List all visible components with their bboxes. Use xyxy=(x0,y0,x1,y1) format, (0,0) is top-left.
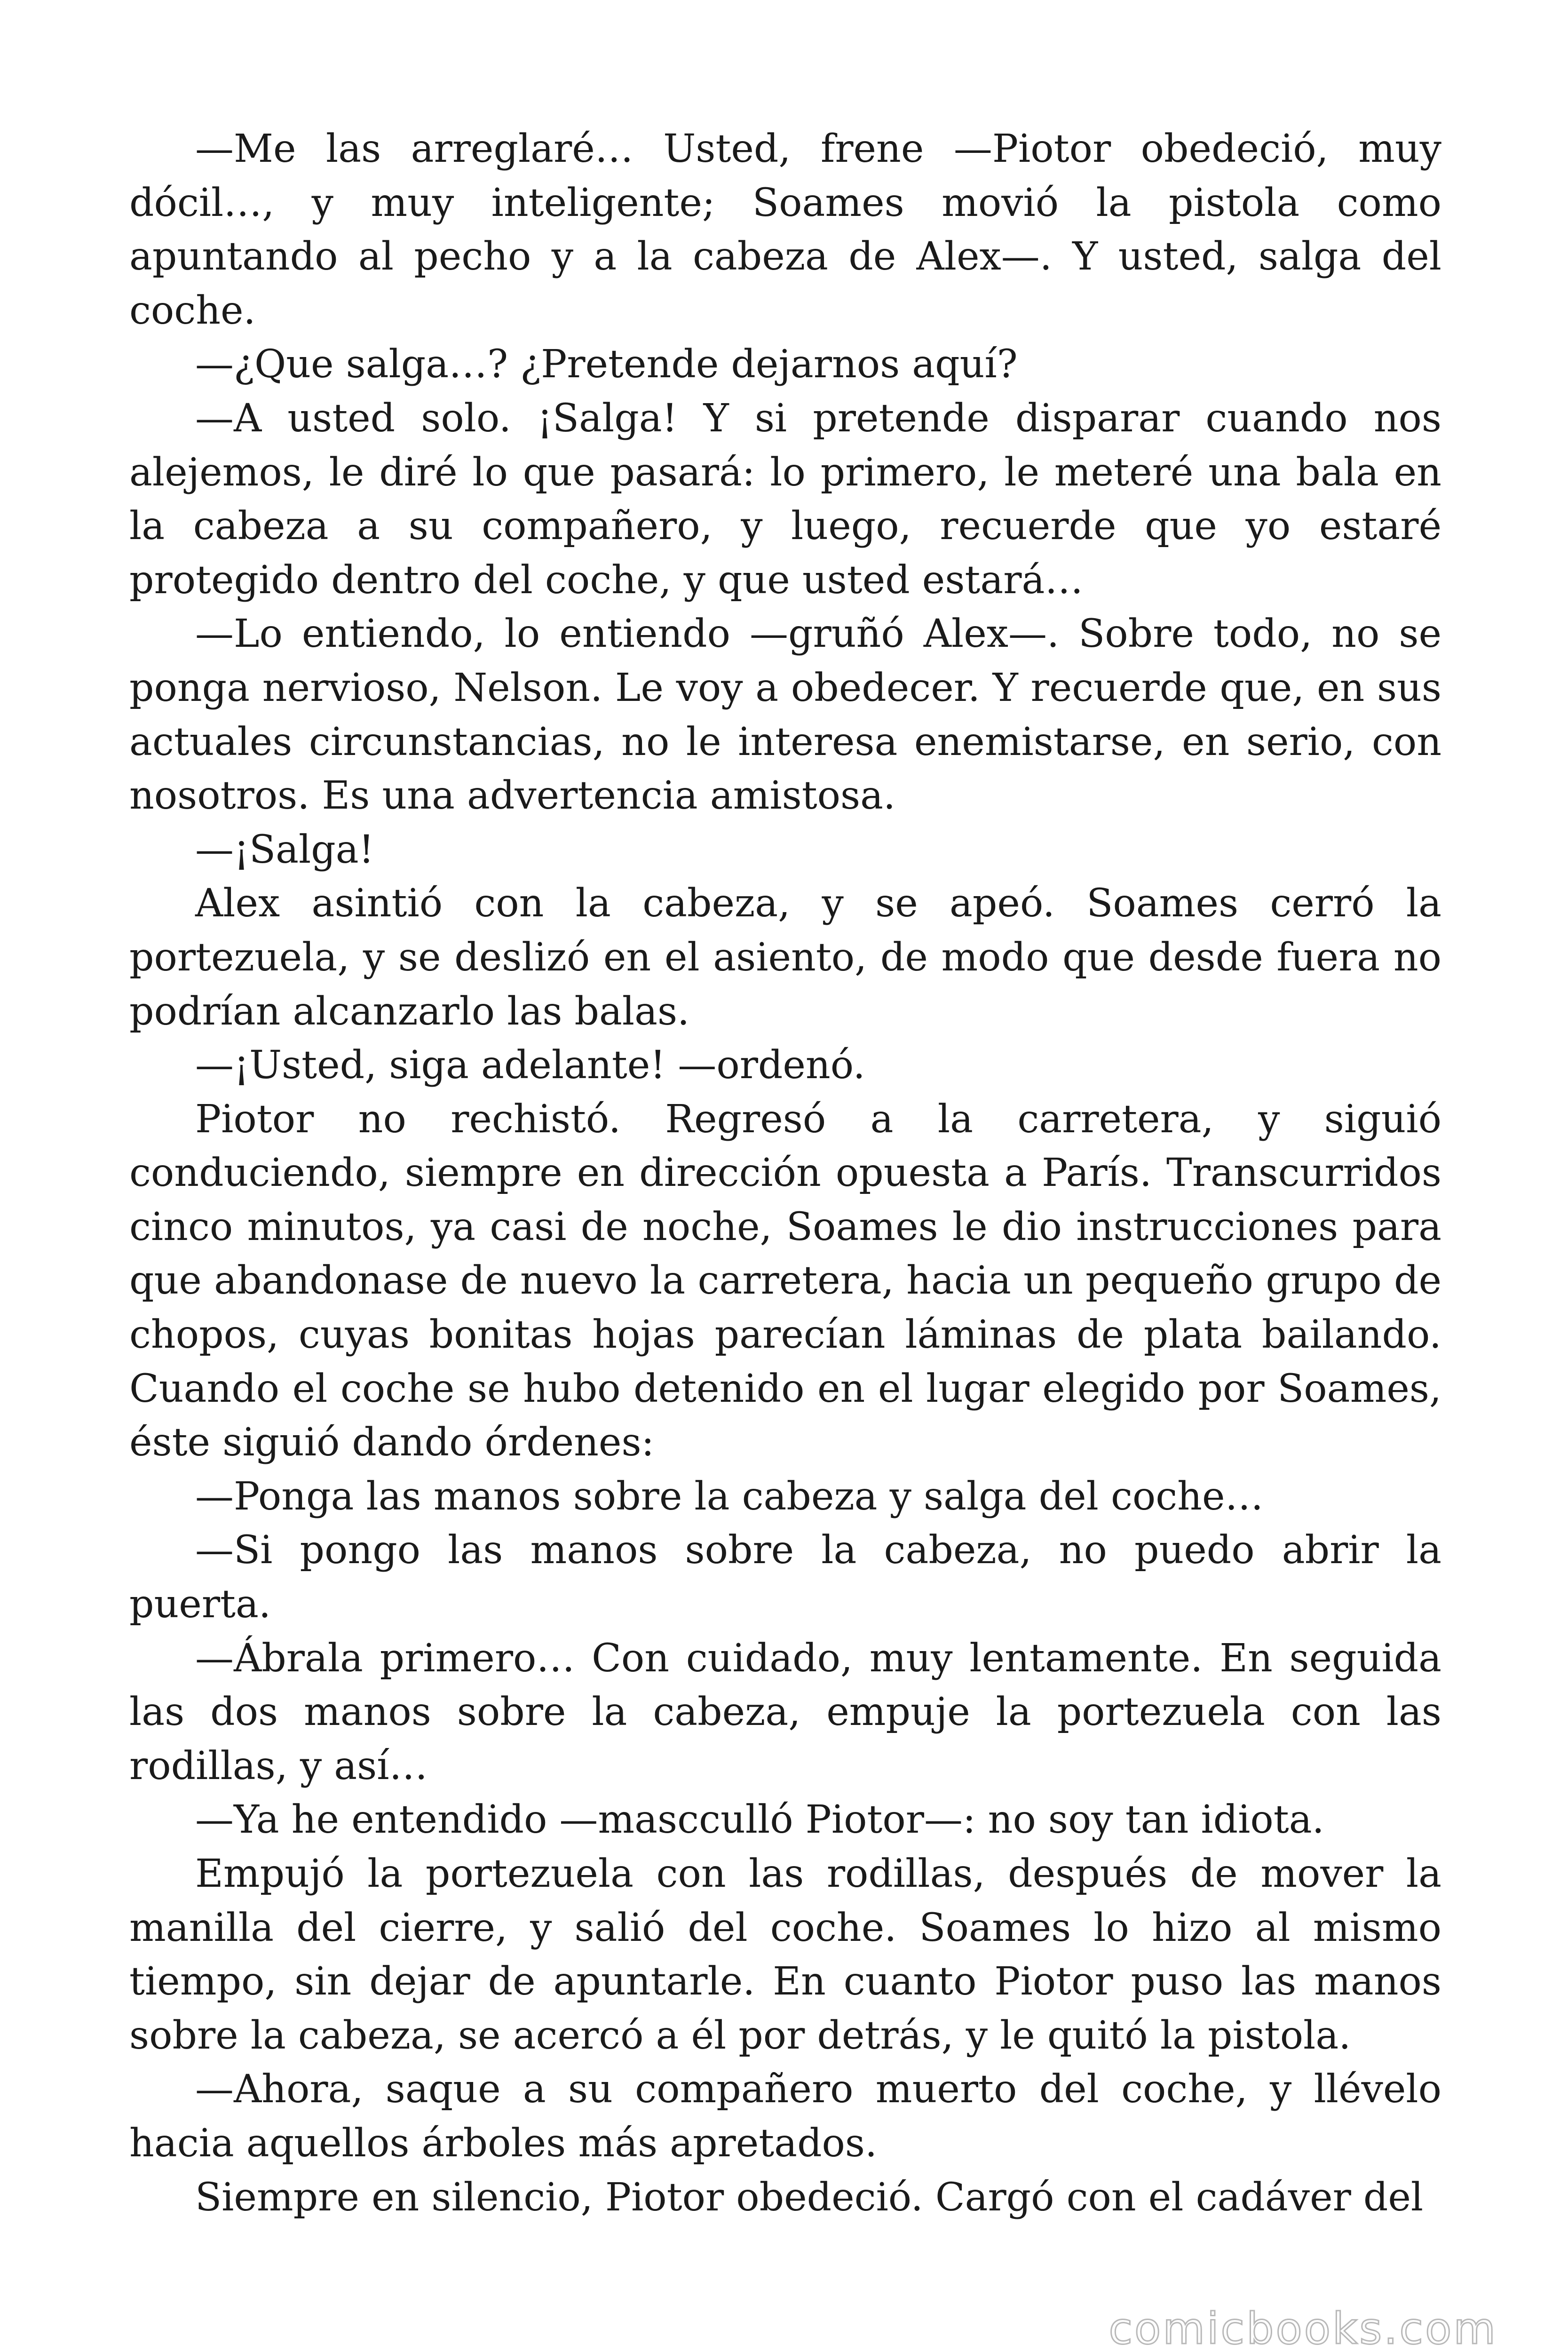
paragraph-10: —Si pongo las manos sobre la cabeza, no puedo abrir la puerta. xyxy=(129,1528,1441,1627)
paragraph-11: —Ábrala primero… Con cuidado, muy lentamente. En seguida las dos manos sobre la cabeza, empuje la portezuela con las rodillas, y así… xyxy=(129,1636,1441,1788)
paragraph-1: —Me las arreglaré… Usted, frene —Piotor obedeció, muy dócil…, y muy inteligente; Soames movió la pistola como apuntando al pecho y a la cabeza de Alex—. Y usted, salga del coche. xyxy=(129,127,1441,333)
paragraph-6: Alex asintió con la cabeza, y se apeó. Soames cerró la portezuela, y se deslizó en el asiento, de modo que desde fuera no podrían alcanzarlo las balas. xyxy=(129,881,1441,1034)
paragraph-5: —¡Salga! xyxy=(195,827,374,872)
paragraph-13: Empujó la portezuela con las rodillas, después de mover la manilla del cierre, y salió del coche. Soames lo hizo al mismo tiempo, sin dejar de apuntarle. En cuanto Piotor puso las manos sobre la cabeza, se acercó a él por detrás, y le quitó la pistola. xyxy=(129,1851,1441,2058)
page-text xyxy=(129,122,1441,2225)
paragraph-14: —Ahora, saque a su compañero muerto del coche, y llévelo hacia aquellos árboles más apretados. xyxy=(129,2067,1441,2166)
paragraph-12: —Ya he entendido —mascculló Piotor—: no soy tan idiota. xyxy=(195,1797,1324,1843)
paragraph-15: Siempre en silencio, Piotor obedeció. Cargó con el cadáver del xyxy=(195,2175,1424,2220)
watermark: comicbooks.com xyxy=(1109,2304,1497,2352)
paragraph-8: Piotor no rechistó. Regresó a la carretera, y siguió conduciendo, siempre en dirección opuesta a París. Transcurridos cinco minutos, ya casi de noche, Soames le dio instrucciones para que abandonase de nuevo la carretera, hacia un pequeño grupo de chopos, cuyas bonitas hojas parecían láminas de plata bailando. Cuando el coche se hubo detenido en el lugar elegido por Soames, éste siguió dando órdenes: xyxy=(129,1097,1441,1465)
paragraph-7: —¡Usted, siga adelante! —ordenó. xyxy=(195,1043,865,1088)
paragraph-9: —Ponga las manos sobre la cabeza y salga del coche… xyxy=(195,1474,1264,1519)
paragraph-4: —Lo entiendo, lo entiendo —gruñó Alex—. Sobre todo, no se ponga nervioso, Nelson. Le voy a obedecer. Y recuerde que, en sus actuales circunstancias, no le interesa enemistarse, en serio, con nosotros. Es una advertencia amistosa. xyxy=(129,612,1441,818)
paragraph-3: —A usted solo. ¡Salga! Y si pretende disparar cuando nos alejemos, le diré lo que pasará: lo primero, le meteré una bala en la cabeza a su compañero, y luego, recuerde que yo estaré protegido dentro del coche, y que usted estará… xyxy=(129,396,1441,603)
paragraph-2: —¿Que salga…? ¿Pretende dejarnos aquí? xyxy=(195,342,1018,387)
